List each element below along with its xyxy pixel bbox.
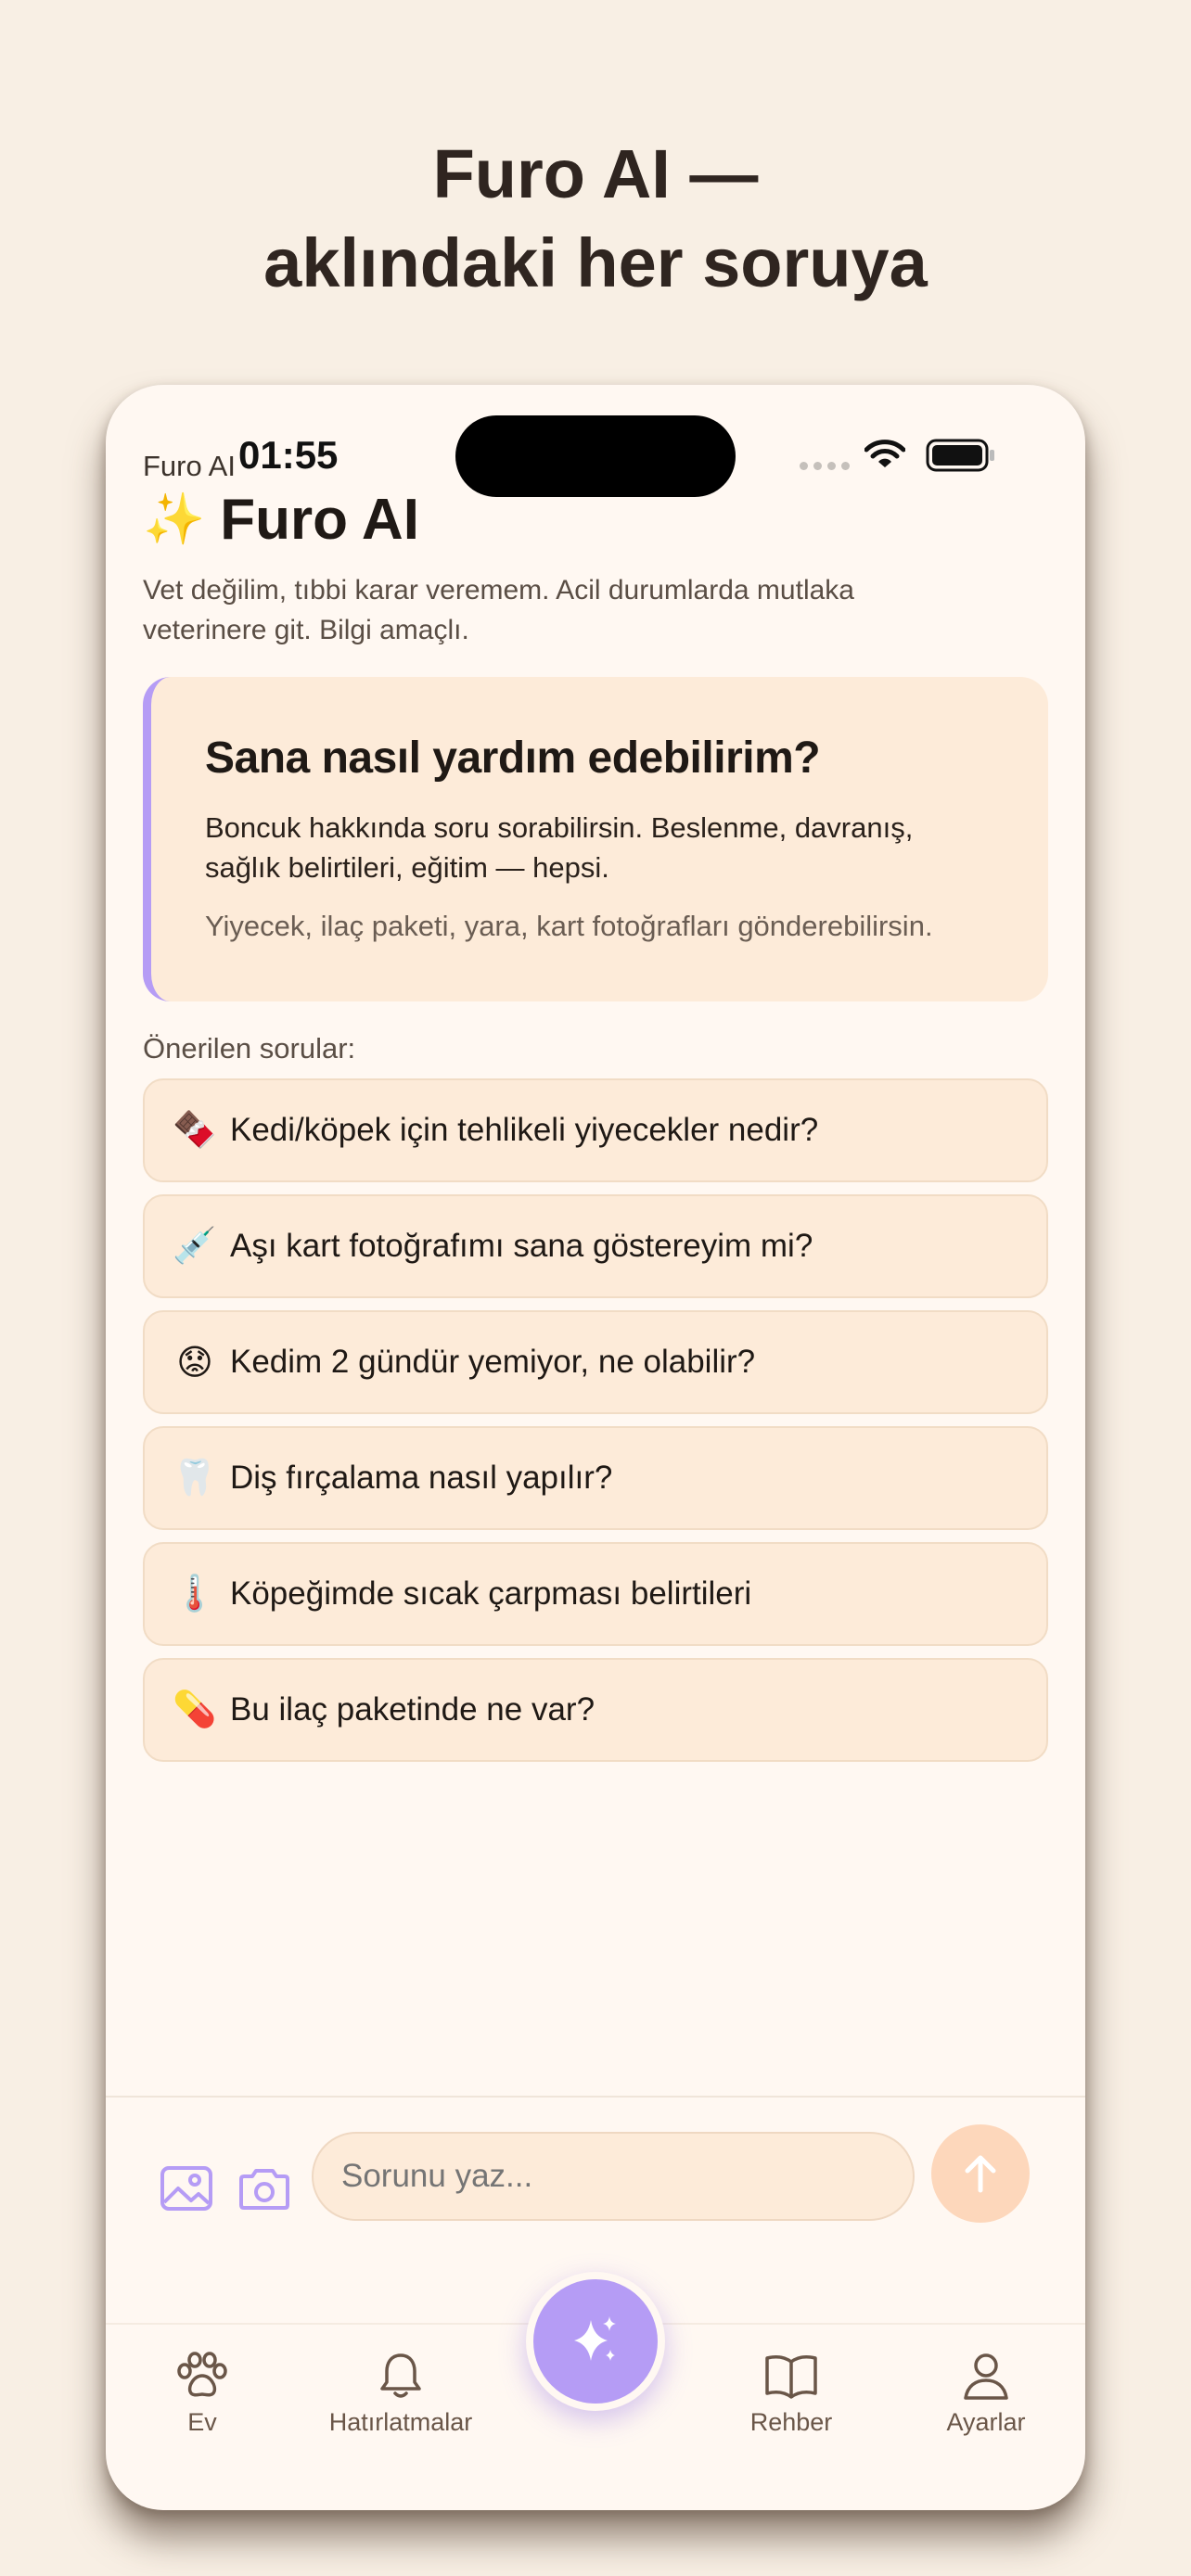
worried-face-icon: 😟 bbox=[176, 1343, 213, 1383]
suggestion-chip[interactable] bbox=[143, 1194, 1048, 1298]
dynamic-island bbox=[455, 415, 736, 497]
bell-icon bbox=[378, 2351, 424, 2401]
help-card bbox=[143, 677, 1048, 1001]
message-input[interactable] bbox=[312, 2132, 915, 2221]
suggestion-label: Aşı kart fotoğrafımı sana göstereyim mi? bbox=[230, 1228, 813, 1264]
tab-guide-label: Rehber bbox=[749, 2408, 833, 2436]
suggestion-label: Kedi/köpek için tehlikeli yiyecekler nedir? bbox=[230, 1112, 819, 1148]
image-icon[interactable] bbox=[160, 2165, 213, 2212]
suggestion-label: Kedim 2 gündür yemiyor, ne olabilir? bbox=[230, 1344, 756, 1380]
disclaimer-text: Vet değilim, tıbbi karar veremem. Acil durumlarda mutlaka veterinere git. Bilgi amaçlı. bbox=[143, 575, 854, 645]
tab-reminders-label: Hatırlatmalar bbox=[328, 2408, 473, 2436]
arrow-up-icon bbox=[962, 2153, 999, 2194]
suggestion-chip[interactable] bbox=[143, 1658, 1048, 1762]
suggestion-label: Bu ilaç paketinde ne var? bbox=[230, 1691, 596, 1728]
tab-home-label: Ev bbox=[187, 2408, 217, 2436]
tooth-icon: 🦷 bbox=[173, 1459, 217, 1498]
suggestions-label: Önerilen sorular: bbox=[143, 1032, 356, 1065]
suggestion-chip[interactable] bbox=[143, 1078, 1048, 1182]
cellular-signal-icon bbox=[800, 462, 850, 470]
wifi-icon bbox=[864, 439, 905, 470]
ai-fab bbox=[533, 2279, 658, 2404]
paw-icon bbox=[175, 2351, 229, 2401]
phone-frame bbox=[106, 385, 1085, 2510]
help-card-text: Boncuk hakkında soru sorabilirsin. Beslenme, davranış, sağlık belirtileri, eğitim — hepsi. bbox=[205, 811, 914, 884]
suggestions-list bbox=[143, 1078, 1048, 1774]
tab-settings-label: Ayarlar bbox=[946, 2408, 1026, 2436]
suggestion-label: Diş fırçalama nasıl yapılır? bbox=[230, 1460, 613, 1496]
ai-fab-button[interactable] bbox=[526, 2272, 665, 2411]
help-card-title: Sana nasıl yardım edebilirim? bbox=[205, 733, 821, 783]
page-title: Furo AI bbox=[220, 488, 419, 552]
promo-headline bbox=[0, 130, 1191, 308]
page-header bbox=[143, 487, 419, 553]
suggestion-chip[interactable] bbox=[143, 1310, 1048, 1414]
tab-settings[interactable] bbox=[884, 2351, 1085, 2437]
camera-icon[interactable] bbox=[237, 2168, 291, 2211]
status-time: 01:55 bbox=[238, 433, 339, 477]
syringe-icon: 💉 bbox=[173, 1227, 217, 1266]
help-card-hint: Yiyecek, ilaç paketi, yara, kart fotoğrafları gönderebilirsin. bbox=[205, 910, 933, 942]
headline-line-1: Furo AI — bbox=[432, 135, 759, 212]
sparkles-icon bbox=[565, 2311, 626, 2372]
chocolate-icon: 🍫 bbox=[173, 1111, 217, 1150]
tab-reminders[interactable] bbox=[299, 2351, 503, 2437]
suggestion-label: Köpeğimde sıcak çarpması belirtileri bbox=[230, 1575, 752, 1612]
send-button[interactable] bbox=[931, 2124, 1030, 2223]
headline-line-2: aklındaki her soruya bbox=[263, 224, 928, 301]
composer-divider bbox=[106, 2096, 1085, 2098]
suggestion-chip[interactable] bbox=[143, 1542, 1048, 1646]
person-icon bbox=[961, 2351, 1011, 2401]
pill-icon: 💊 bbox=[173, 1690, 217, 1729]
battery-icon bbox=[926, 439, 996, 472]
tab-home[interactable] bbox=[106, 2351, 304, 2437]
status-app-label: Furo AI bbox=[143, 450, 236, 482]
sparkles-icon: ✨ bbox=[143, 491, 206, 547]
thermometer-icon: 🌡️ bbox=[173, 1575, 217, 1613]
book-icon bbox=[763, 2351, 819, 2401]
tab-guide[interactable] bbox=[689, 2351, 893, 2437]
suggestion-chip[interactable] bbox=[143, 1426, 1048, 1530]
